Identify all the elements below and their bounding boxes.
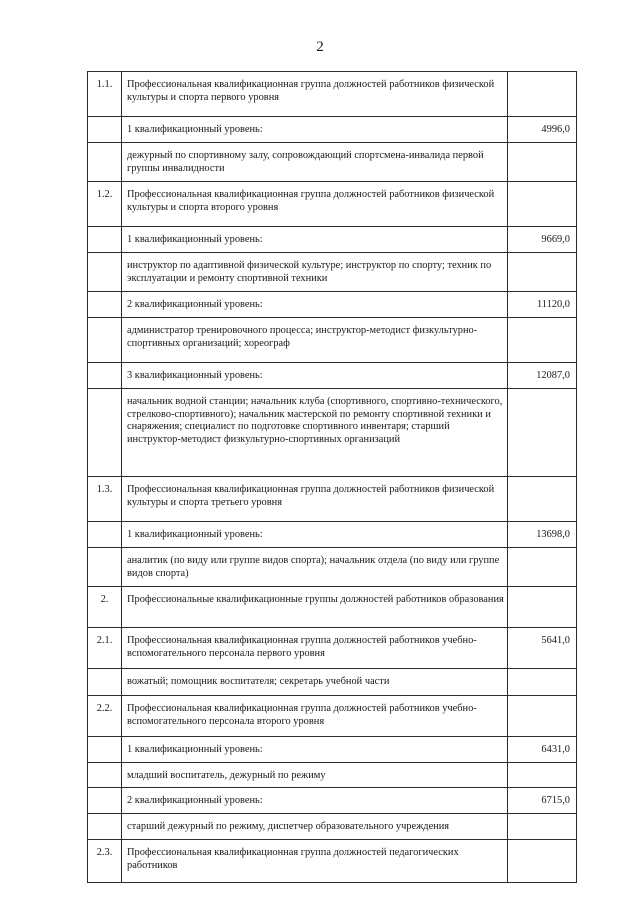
table-row	[88, 318, 577, 363]
row-number-cell	[88, 292, 122, 318]
row-salary-value-cell	[508, 763, 577, 788]
table-row	[88, 628, 577, 669]
row-salary-value	[508, 318, 576, 325]
row-salary-value-cell	[508, 227, 577, 253]
row-salary-value	[508, 548, 576, 555]
row-number: 1.1.	[96, 79, 113, 90]
row-description: Профессиональные квалификационные группы должностей работников образования	[127, 594, 504, 605]
row-number-cell	[88, 318, 122, 363]
row-number-cell	[88, 143, 122, 182]
row-salary-value	[508, 182, 576, 189]
row-number: 2.1.	[96, 635, 113, 646]
row-number	[88, 763, 121, 770]
table-row	[88, 669, 577, 696]
row-number: 1.3.	[96, 484, 113, 495]
row-salary-value-cell	[508, 737, 577, 763]
row-number	[88, 389, 121, 396]
row-description: младший воспитатель, дежурный по режиму	[127, 770, 326, 781]
row-number-cell	[88, 363, 122, 389]
row-salary-value-cell	[508, 814, 577, 840]
row-number: 2.	[100, 594, 109, 605]
table-row	[88, 788, 577, 814]
row-number-cell	[88, 737, 122, 763]
row-number-cell	[88, 117, 122, 143]
row-number	[88, 117, 121, 124]
row-number-cell	[88, 548, 122, 587]
table-row	[88, 227, 577, 253]
row-salary-value	[508, 253, 576, 260]
row-number	[88, 548, 121, 555]
row-description-cell	[122, 363, 508, 389]
row-description-cell	[122, 548, 508, 587]
row-number: 2.2.	[96, 703, 113, 714]
row-number-cell	[88, 763, 122, 788]
row-description: Профессиональная квалификационная группа должностей работников учебно-вспомогательного персонала первого уровня	[127, 635, 477, 659]
salary-table	[87, 71, 577, 883]
row-number: 2.3.	[96, 847, 113, 858]
row-description: вожатый; помощник воспитателя; секретарь учебной части	[127, 676, 390, 687]
row-salary-value-cell	[508, 389, 577, 477]
row-description-cell	[122, 840, 508, 883]
table-row	[88, 72, 577, 117]
row-salary-value-cell	[508, 477, 577, 522]
row-description-cell	[122, 696, 508, 737]
row-description: Профессиональная квалификационная группа должностей работников физической культуры и спорта третьего уровня	[127, 484, 495, 508]
row-salary-value-cell	[508, 318, 577, 363]
row-salary-value	[508, 696, 576, 703]
row-salary-value	[508, 477, 576, 484]
row-number-cell	[88, 669, 122, 696]
row-salary-value-cell	[508, 253, 577, 292]
row-number-cell	[88, 477, 122, 522]
table-row	[88, 292, 577, 318]
row-description: администратор тренировочного процесса; инструктор-методист физкультурно-спортивных организаций; хореограф	[127, 325, 478, 349]
table-row	[88, 548, 577, 587]
row-number-cell	[88, 389, 122, 477]
row-number	[88, 522, 121, 529]
row-description-cell	[122, 669, 508, 696]
row-number-cell	[88, 788, 122, 814]
row-number-cell	[88, 814, 122, 840]
table-row	[88, 840, 577, 883]
row-salary-value-cell	[508, 587, 577, 628]
table-row	[88, 696, 577, 737]
row-description-cell	[122, 477, 508, 522]
row-salary-value-cell	[508, 696, 577, 737]
table-row	[88, 737, 577, 763]
row-salary-value-cell	[508, 788, 577, 814]
table-row	[88, 363, 577, 389]
row-salary-value-cell	[508, 117, 577, 143]
row-description-cell	[122, 292, 508, 318]
row-description: Профессиональная квалификационная группа должностей работников учебно-вспомогательного персонала второго уровня	[127, 703, 477, 727]
row-number-cell	[88, 628, 122, 669]
row-number	[88, 669, 121, 676]
table-row	[88, 477, 577, 522]
table-row	[88, 253, 577, 292]
row-description: Профессиональная квалификационная группа должностей работников физической культуры и спорта второго уровня	[127, 189, 495, 213]
row-description: аналитик (по виду или группе видов спорта); начальник отдела (по виду или группе видов спорта)	[127, 555, 500, 579]
row-salary-value-cell	[508, 143, 577, 182]
row-number	[88, 363, 121, 370]
row-number	[88, 318, 121, 325]
row-description: Профессиональная квалификационная группа должностей педагогических работников	[127, 847, 459, 871]
row-salary-value-cell	[508, 182, 577, 227]
row-description-cell	[122, 522, 508, 548]
row-salary-value	[508, 143, 576, 150]
row-salary-value-cell	[508, 72, 577, 117]
row-salary-value: 5641,0	[541, 635, 570, 646]
row-number	[88, 814, 121, 821]
table-row	[88, 143, 577, 182]
table-row	[88, 763, 577, 788]
row-salary-value-cell	[508, 363, 577, 389]
row-description: 1 квалификационный уровень:	[127, 124, 263, 135]
row-description-cell	[122, 587, 508, 628]
row-salary-value: 12087,0	[536, 370, 570, 381]
row-description: 1 квалификационный уровень:	[127, 234, 263, 245]
row-number	[88, 253, 121, 260]
row-number	[88, 227, 121, 234]
row-description: 2 квалификационный уровень:	[127, 299, 263, 310]
row-salary-value	[508, 72, 576, 79]
row-salary-value-cell	[508, 522, 577, 548]
row-salary-value-cell	[508, 840, 577, 883]
row-number-cell	[88, 587, 122, 628]
row-description-cell	[122, 763, 508, 788]
row-description: 1 квалификационный уровень:	[127, 529, 263, 540]
table-row	[88, 522, 577, 548]
row-description-cell	[122, 182, 508, 227]
row-number-cell	[88, 840, 122, 883]
row-description: старший дежурный по режиму, диспетчер образовательного учреждения	[127, 821, 450, 832]
row-description-cell	[122, 628, 508, 669]
row-salary-value	[508, 814, 576, 821]
row-salary-value: 9669,0	[541, 234, 570, 245]
row-salary-value	[508, 587, 576, 594]
table-body	[88, 72, 577, 883]
table-row	[88, 814, 577, 840]
row-number-cell	[88, 522, 122, 548]
row-description: Профессиональная квалификационная группа должностей работников физической культуры и спорта первого уровня	[127, 79, 495, 103]
row-salary-value: 4996,0	[541, 124, 570, 135]
row-salary-value-cell	[508, 548, 577, 587]
row-salary-value	[508, 669, 576, 676]
row-number-cell	[88, 696, 122, 737]
row-description: дежурный по спортивному залу, сопровождающий спортсмена-инвалида первой группы инвалидности	[127, 150, 484, 174]
row-number	[88, 788, 121, 795]
row-number: 1.2.	[96, 189, 113, 200]
row-salary-value: 6431,0	[541, 744, 570, 755]
row-number	[88, 143, 121, 150]
row-salary-value	[508, 389, 576, 396]
row-description: инструктор по адаптивной физической культуре; инструктор по спорту; техник по эксплуатации и ремонту спортивной техники	[127, 260, 492, 284]
row-salary-value-cell	[508, 292, 577, 318]
row-description-cell	[122, 318, 508, 363]
row-number	[88, 737, 121, 744]
page-number: 2	[316, 39, 324, 55]
row-description-cell	[122, 389, 508, 477]
row-description-cell	[122, 143, 508, 182]
row-description: начальник водной станции; начальник клуба (спортивного, спортивно-технического, стрелково-спортивного); начальник мастерской по ремонту спортивной техники и снаряжения; специалист по подготовке спортивного инвентаря; старший инструктор-методист физкультурно-спортивных организаций	[127, 396, 503, 445]
row-description-cell	[122, 72, 508, 117]
row-description-cell	[122, 227, 508, 253]
row-description-cell	[122, 814, 508, 840]
row-description-cell	[122, 737, 508, 763]
row-salary-value: 13698,0	[536, 529, 570, 540]
row-number-cell	[88, 72, 122, 117]
row-description-cell	[122, 117, 508, 143]
row-salary-value-cell	[508, 669, 577, 696]
row-description: 3 квалификационный уровень:	[127, 370, 263, 381]
table-row	[88, 117, 577, 143]
row-description-cell	[122, 788, 508, 814]
row-description-cell	[122, 253, 508, 292]
row-number-cell	[88, 253, 122, 292]
row-number-cell	[88, 182, 122, 227]
row-salary-value: 11120,0	[537, 299, 570, 310]
row-number	[88, 292, 121, 299]
row-salary-value: 6715,0	[541, 795, 570, 806]
row-salary-value	[508, 763, 576, 770]
row-salary-value	[508, 840, 576, 847]
table-row	[88, 389, 577, 477]
table-row	[88, 182, 577, 227]
row-number-cell	[88, 227, 122, 253]
row-salary-value-cell	[508, 628, 577, 669]
table-row	[88, 587, 577, 628]
row-description: 2 квалификационный уровень:	[127, 795, 263, 806]
row-description: 1 квалификационный уровень:	[127, 744, 263, 755]
